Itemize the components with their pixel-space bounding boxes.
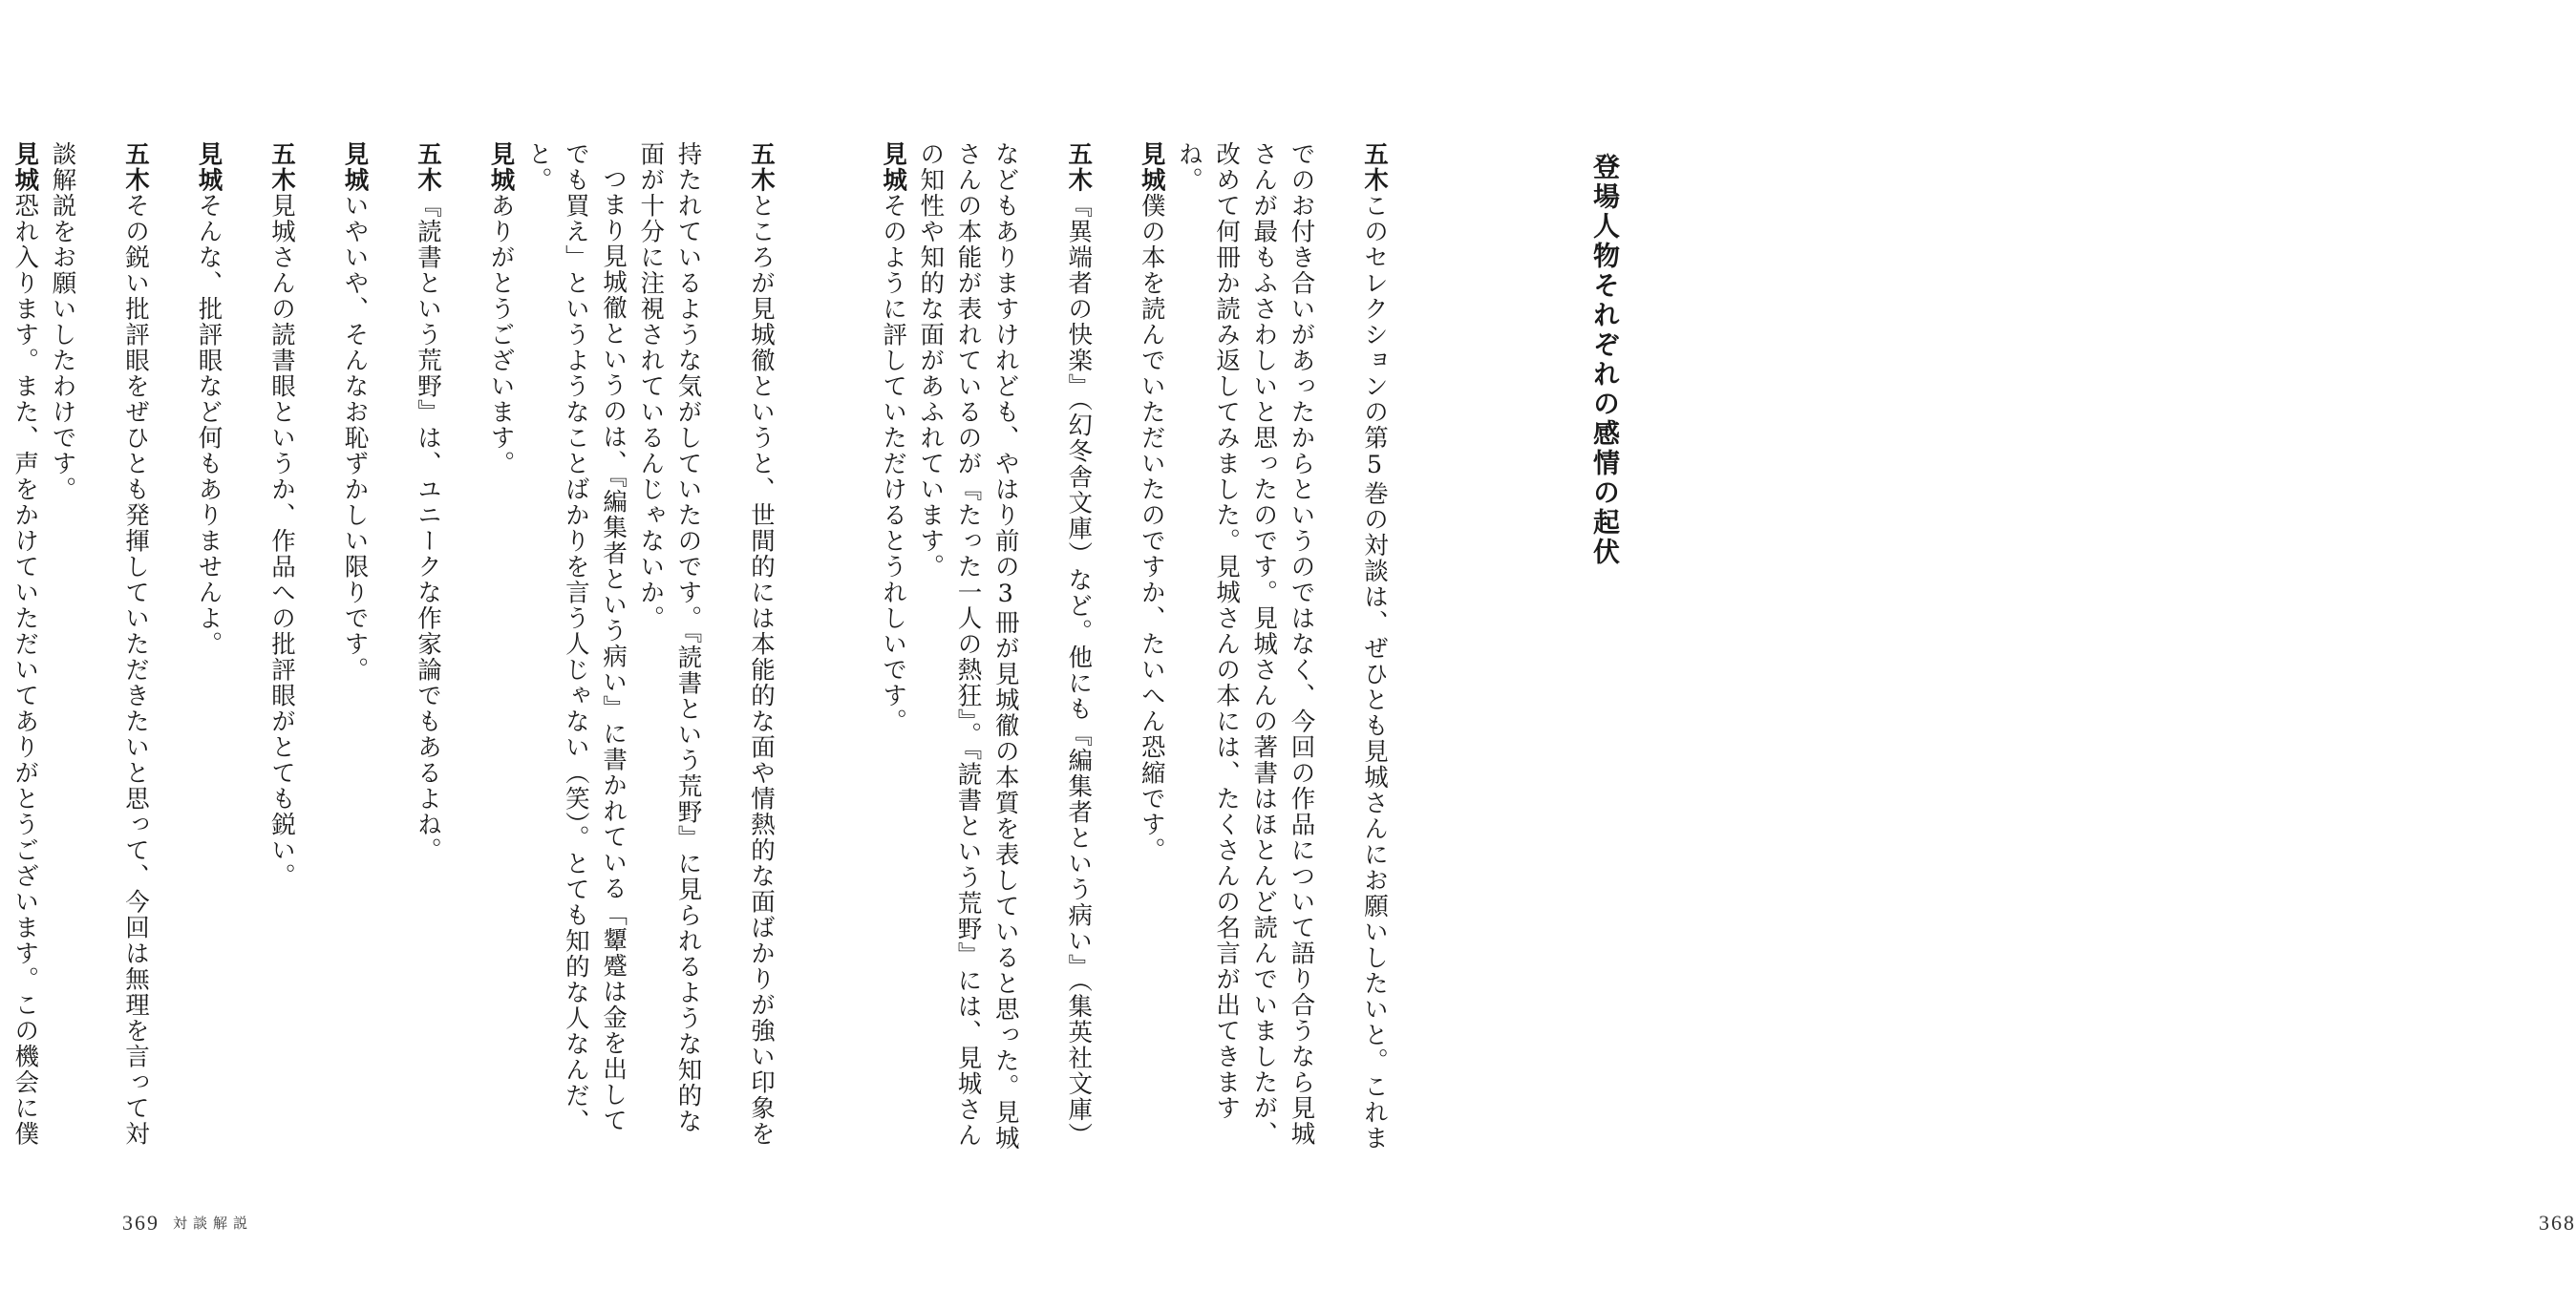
section-heading: 登場人物それぞれの感情の起伏 — [1589, 153, 1621, 567]
speaker-label: 五木 — [413, 141, 442, 193]
dialogue-text: 見城さんの読書眼というか、作品への批評眼がとても鋭い。 — [266, 193, 296, 889]
left-page — [0, 0, 883, 1289]
speaker-label: 五木 — [1360, 141, 1389, 193]
dialogue-text: そんな、批評眼など何もありませんよ。 — [194, 193, 224, 657]
dialogue-text: そのように評していただけるとうれしいです。 — [879, 193, 908, 734]
speaker-label: 見城 — [879, 141, 908, 193]
dialogue-text: 恐れ入ります。また、声をかけていただいてありがとうございます。この機会に僕 — [11, 193, 40, 1147]
running-section-title: 対談解説 — [173, 1215, 254, 1232]
dialogue-text: 『異端者の快楽』（幻冬舎文庫）など。他にも『編集者という病い』（集英社文庫）などもありますけれども、やはり前の3冊が見城徹の本質を表していると思った。見城さんの本能が表れているのが『たった一人の熱狂』。『読書という荒野』には、見城さんの知性や知的な面があふれています。 — [916, 141, 1094, 1152]
dialogue-paragraph — [226, 141, 300, 1153]
right-page — [879, 0, 2576, 1289]
dialogue-paragraph — [373, 141, 446, 1153]
dialogue-paragraph — [0, 141, 43, 1153]
dialogue-text: ところが見城徹というと、世間的には本能的な面や情熱的な面ばかりが強い印象を持たれているような気がしていたのです。『読書という荒野』に見られるような知的な面が十分に注視されているんじゃないか。 — [636, 141, 776, 1147]
page-number: 368 — [2539, 1211, 2576, 1235]
dialogue-paragraph — [519, 141, 631, 1153]
speaker-label: 見城 — [486, 141, 516, 193]
dialogue-paragraph — [631, 141, 779, 1153]
left-page-folio — [122, 1211, 253, 1236]
dialogue-text: つまり見城徹というのは、『編集者という病い』に書かれている「顰蹙は金を出してでも買え」というようなことばかりを言う人じゃない（笑）。とても知的な人なんだ、と。 — [523, 141, 628, 1135]
right-page-folio — [2539, 1211, 2576, 1236]
speaker-label: 五木 — [120, 141, 150, 193]
speaker-label: 見城 — [1137, 141, 1166, 193]
dialogue-paragraph — [154, 141, 227, 1153]
speaker-label: 五木 — [747, 141, 776, 193]
dialogue-paragraph — [911, 141, 1096, 1153]
dialogue-text: 僕の本を読んでいただいたのですか、たいへん恐縮です。 — [1137, 193, 1166, 863]
speaker-label: 見城 — [11, 141, 40, 193]
dialogue-paragraph — [43, 141, 154, 1153]
left-page-text-column — [11, 141, 779, 1153]
dialogue-text: このセレクションの第5巻の対談は、ぜひとも見城さんにお願いしたいと。これまでのお付き合いがあったからというのではなく、今回の作品について語り合うなら見城さんが最もふさわしいと思ったのです。見城さんの著書はほとんど読んでいましたが、改めて何冊か読み返してみました。見城さんの本には、たくさんの名言が出てきますね。 — [1174, 141, 1389, 1152]
dialogue-paragraph — [446, 141, 520, 1153]
dialogue-text: ありがとうございます。 — [486, 193, 516, 476]
right-page-text-column — [879, 141, 1393, 1153]
dialogue-paragraph — [839, 141, 912, 1153]
speaker-label: 見城 — [194, 141, 224, 193]
page-number: 369 — [122, 1211, 160, 1235]
dialogue-text: その鋭い批評眼をぜひとも発揮していただきたいと思って、今回は無理を言って対談解説をお願いしたわけです。 — [48, 141, 150, 1147]
dialogue-paragraph — [1096, 141, 1170, 1153]
speaker-label: 見城 — [340, 141, 370, 193]
dialogue-text: いやいや、そんなお恥ずかしい限りです。 — [340, 193, 370, 683]
dialogue-text: 『読書という荒野』は、ユニークな作家論でもあるよね。 — [413, 193, 442, 863]
dialogue-paragraph — [1170, 141, 1393, 1153]
speaker-label: 五木 — [266, 141, 296, 193]
dialogue-paragraph — [300, 141, 373, 1153]
speaker-label: 五木 — [1064, 141, 1094, 193]
